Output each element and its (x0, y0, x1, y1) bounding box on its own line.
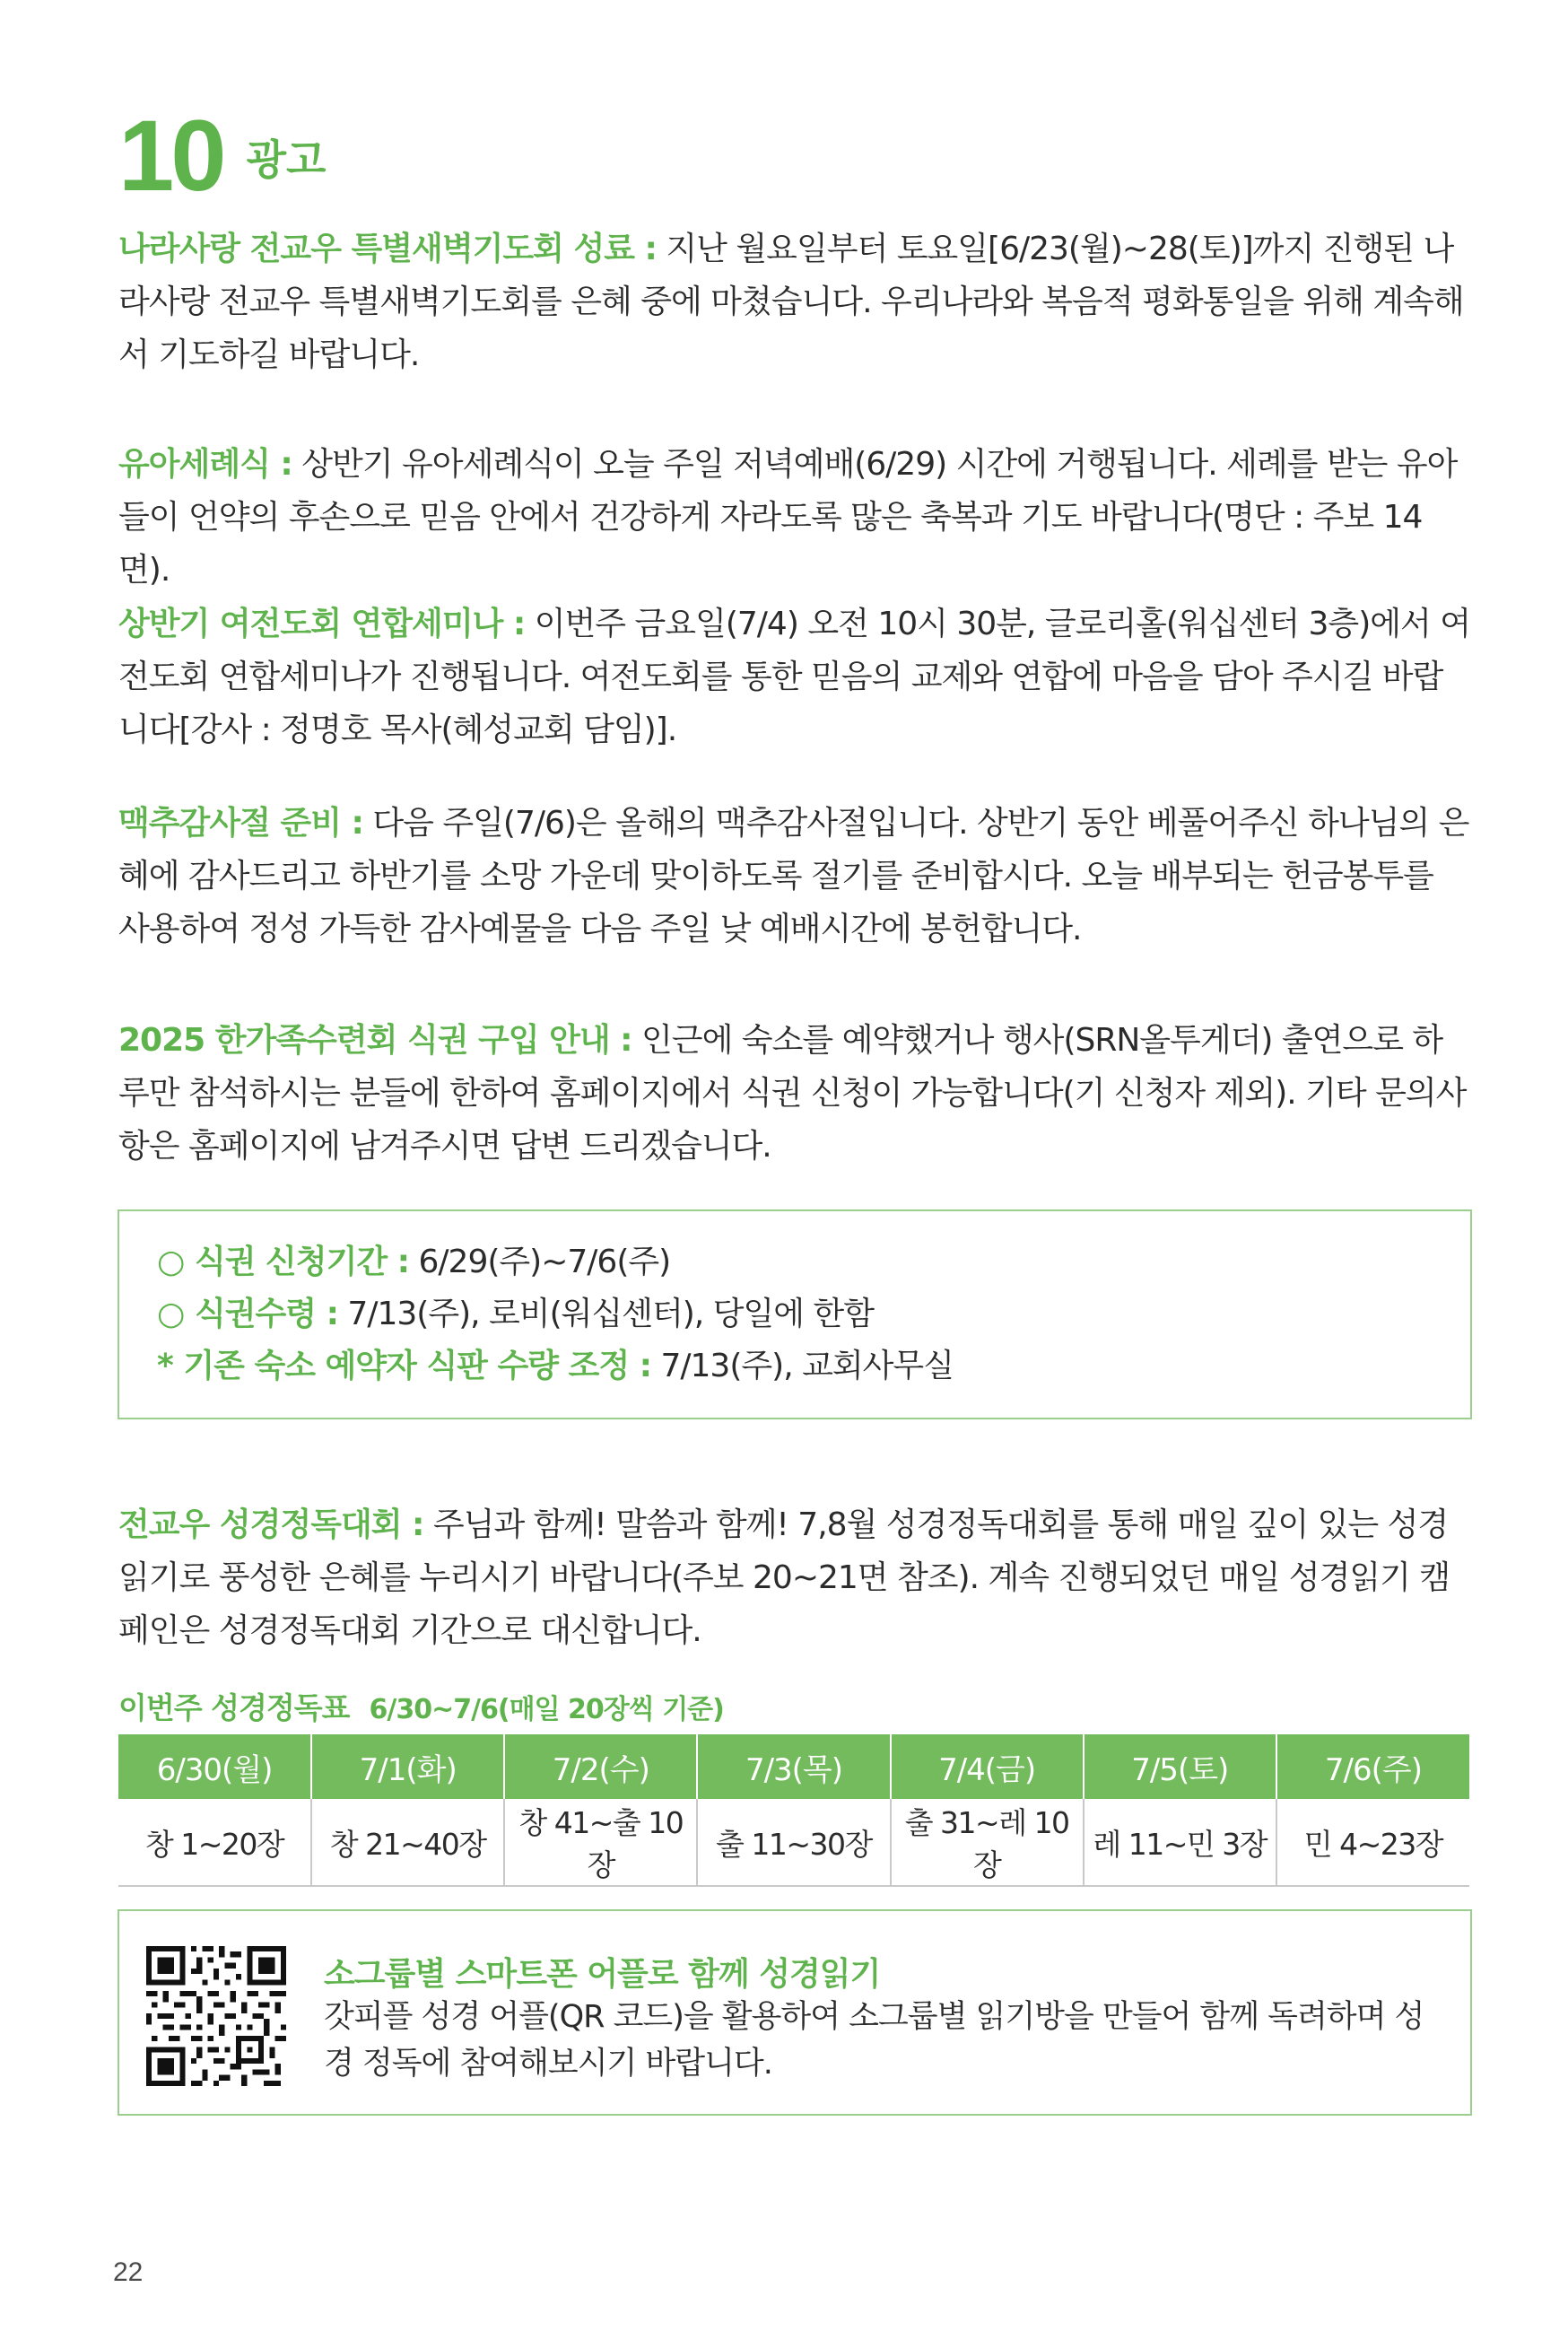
announcement-bible-reading (118, 1498, 1471, 1657)
section-title: 광고 (246, 135, 327, 184)
announcement-prayer-meeting (118, 223, 1471, 381)
announcement-body: 지난 월요일부터 토요일[6/23(월)~28(토)]까지 진행된 나라사랑 전교우 특별새벽기도회를 은혜 중에 마쳤습니다. 우리나라와 복음적 평화통일을 위해 계속해서 기도하길 바랍니다. (118, 231, 1464, 373)
meal-info-item (157, 1292, 874, 1337)
section-number: 10 (118, 100, 223, 212)
announcement-body: 이번주 금요일(7/4) 오전 10시 30분, 글로리홀(워십센터 3층)에서 여전도회 연합세미나가 진행됩니다. 여전도회를 통한 믿음의 교제와 연합에 마음을 담아 주시길 바랍니다[강사 : 정명호 목사(혜성교회 담임)]. (118, 606, 1471, 748)
announcement-body: 주님과 함께! 말씀과 함께! 7,8월 성경정독대회를 통해 매일 깊이 있는 성경읽기로 풍성한 은혜를 누리시기 바랍니다(주보 20~21면 참조). 계속 진행되었던 매일 성경읽기 캠페인은 성경정독대회 기간으로 대신합니다. (118, 1506, 1450, 1649)
announcement-label: 나라사랑 전교우 특별새벽기도회 성료 : (118, 231, 657, 267)
table-header-day: 7/5(토) (1084, 1734, 1276, 1799)
announcement-label: 맥추감사절 준비 : (118, 805, 363, 842)
meal-info-item (157, 1240, 670, 1285)
announcement-family-retreat (118, 1014, 1471, 1173)
meal-info-label: ○ 식권 신청기간 : (157, 1244, 410, 1280)
meal-info-label: ○ 식권수령 : (157, 1296, 338, 1332)
announcement-label: 전교우 성경정독대회 : (118, 1506, 424, 1543)
table-header-row (118, 1734, 1469, 1799)
announcement-body: 상반기 유아세례식이 오늘 주일 저녁예배(6/29) 시간에 거행됩니다. 세례를 받는 유아들이 언약의 후손으로 믿음 안에서 건강하게 자라도록 많은 축복과 기도 바랍니다(명단 : 주보 14면). (118, 446, 1458, 589)
meal-ticket-info-box (118, 1209, 1472, 1419)
table-cell-passage: 창 21~40장 (311, 1799, 504, 1886)
reading-table-title (118, 1685, 724, 1727)
reading-table-title-text: 이번주 성경정독표 (118, 1690, 350, 1725)
table-cell-passage: 출 31~레 10장 (891, 1799, 1084, 1886)
table-header-day: 7/3(목) (697, 1734, 890, 1799)
announcement-thanksgiving (118, 797, 1471, 956)
table-header-day: 7/4(금) (891, 1734, 1084, 1799)
meal-info-value: 7/13(주), 로비(워십센터), 당일에 한함 (337, 1296, 874, 1332)
announcement-womens-seminar (118, 598, 1471, 756)
announcement-label: 상반기 여전도회 연합세미나 : (118, 606, 526, 642)
table-header-day: 6/30(월) (118, 1734, 311, 1799)
announcement-body: 다음 주일(7/6)은 올해의 맥추감사절입니다. 상반기 동안 베풀어주신 하나님의 은혜에 감사드리고 하반기를 소망 가운데 맞이하도록 절기를 준비합시다. 오늘 배부되는 헌금봉투를 사용하여 정성 가득한 감사예물을 다음 주일 낮 예배시간에 봉헌합니다. (118, 805, 1469, 947)
table-cell-passage: 창 41~출 10장 (504, 1799, 697, 1886)
meal-info-value: 6/29(주)~7/6(주) (409, 1244, 671, 1280)
app-promo-box (118, 1909, 1472, 2116)
announcement-body: 인근에 숙소를 예약했거나 행사(SRN올투게더) 출연으로 하루만 참석하시는 분들에 한하여 홈페이지에서 식권 신청이 가능합니다(기 신청자 제외). 기타 문의사항은 홈페이지에 남겨주시면 답변 드리겠습니다. (118, 1022, 1467, 1165)
table-cell-passage: 출 11~30장 (697, 1799, 890, 1886)
table-row (118, 1799, 1469, 1886)
section-header (118, 100, 327, 212)
app-promo-title: 소그룹별 스마트폰 어플로 함께 성경읽기 (324, 1956, 881, 1993)
table-header-day: 7/2(수) (504, 1734, 697, 1799)
announcement-label: 2025 한가족수련회 식권 구입 안내 : (118, 1022, 632, 1059)
announcement-label: 유아세례식 : (118, 446, 292, 483)
meal-info-value: 7/13(주), 교회사무실 (651, 1348, 954, 1384)
meal-info-item (157, 1344, 954, 1389)
meal-info-label: * 기존 숙소 예약자 식판 수량 조정 : (157, 1348, 652, 1384)
table-header-day: 7/6(주) (1276, 1734, 1469, 1799)
announcement-infant-baptism (118, 438, 1471, 597)
reading-schedule-table (118, 1734, 1469, 1887)
table-cell-passage: 창 1~20장 (118, 1799, 311, 1886)
qr-code-icon[interactable] (146, 1946, 286, 2086)
table-cell-passage: 민 4~23장 (1276, 1799, 1469, 1886)
reading-table-subtitle: 6/30~7/6(매일 20장씩 기준) (369, 1694, 724, 1725)
app-promo-description: 갓피플 성경 어플(QR 코드)을 활용하여 소그룹별 읽기방을 만들어 함께 독려하며 성경 정독에 참여해보시기 바랍니다. (324, 1999, 1424, 2082)
table-cell-passage: 레 11~민 3장 (1084, 1799, 1276, 1886)
page-number: 22 (113, 2257, 144, 2287)
table-header-day: 7/1(화) (311, 1734, 504, 1799)
